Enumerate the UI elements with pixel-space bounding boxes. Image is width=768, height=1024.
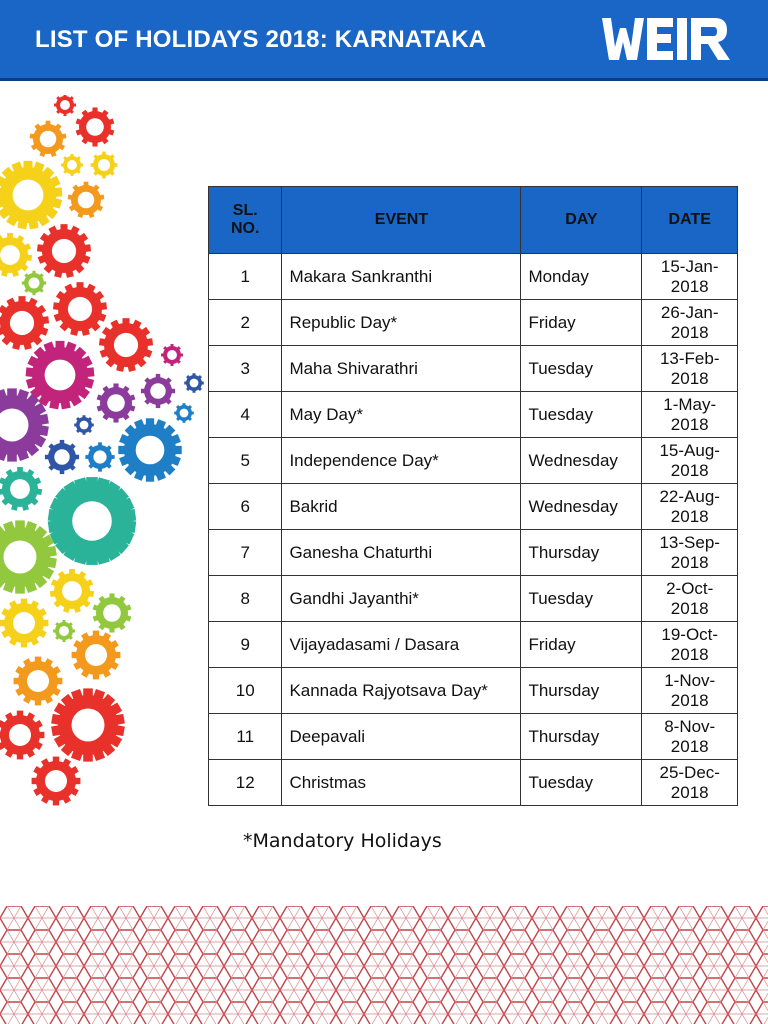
cell-date: 2-Oct-2018	[642, 576, 738, 622]
gear-icon	[53, 282, 107, 336]
cell-day: Friday	[521, 300, 642, 346]
lattice-pattern-icon	[0, 906, 768, 1024]
cell-sl-no: 8	[209, 576, 282, 622]
gear-icon	[22, 271, 46, 295]
cell-date: 15-Jan-2018	[642, 254, 738, 300]
page-header	[0, 0, 768, 81]
table-row	[209, 392, 738, 438]
table-row	[209, 254, 738, 300]
cell-date: 13-Feb-2018	[642, 346, 738, 392]
gear-icon	[85, 442, 114, 471]
table-row	[209, 668, 738, 714]
gear-icon	[118, 418, 181, 481]
table-row	[209, 576, 738, 622]
gear-icon	[68, 182, 105, 218]
gear-icon	[76, 107, 115, 146]
weir-logo	[602, 16, 732, 62]
logo-letter-w	[602, 18, 644, 60]
cell-sl-no: 7	[209, 530, 282, 576]
cell-sl-no: 1	[209, 254, 282, 300]
colorful-gears-icon	[0, 95, 215, 815]
column-header-date: DATE	[642, 187, 738, 254]
cell-sl-no: 4	[209, 392, 282, 438]
cell-date: 15-Aug-2018	[642, 438, 738, 484]
lattice-fill	[0, 906, 768, 1024]
column-header-event: EVENT	[282, 187, 521, 254]
cell-date: 1-May-2018	[642, 392, 738, 438]
cell-day: Tuesday	[521, 346, 642, 392]
cell-event: Christmas	[282, 760, 521, 806]
table-row	[209, 300, 738, 346]
gear-icon	[0, 467, 42, 511]
table-row	[209, 530, 738, 576]
gear-icon	[0, 296, 49, 350]
cell-day: Thursday	[521, 530, 642, 576]
cell-event: Deepavali	[282, 714, 521, 760]
cell-sl-no: 9	[209, 622, 282, 668]
cell-sl-no: 10	[209, 668, 282, 714]
cell-date: 1-Nov-2018	[642, 668, 738, 714]
gear-icon	[141, 374, 175, 408]
cell-event: Independence Day*	[282, 438, 521, 484]
logo-letter-i	[677, 18, 687, 60]
gear-icon	[93, 593, 132, 632]
page-title: LIST OF HOLIDAYS 2018: KARNATAKA	[35, 26, 487, 53]
cell-day: Thursday	[521, 668, 642, 714]
cell-day: Tuesday	[521, 760, 642, 806]
cell-date: 8-Nov-2018	[642, 714, 738, 760]
cell-event: Maha Shivarathri	[282, 346, 521, 392]
cell-sl-no: 5	[209, 438, 282, 484]
gear-icon	[14, 657, 63, 706]
gear-icon	[45, 440, 79, 474]
gear-icon	[50, 569, 94, 613]
cell-event: Vijayadasami / Dasara	[282, 622, 521, 668]
cell-event: Ganesha Chaturthi	[282, 530, 521, 576]
table-row	[209, 760, 738, 806]
holiday-table	[208, 186, 738, 806]
table-row	[209, 622, 738, 668]
cell-day: Thursday	[521, 714, 642, 760]
table-row	[209, 438, 738, 484]
gear-icon	[48, 477, 137, 565]
gear-icon	[32, 757, 81, 806]
gear-icon	[99, 318, 153, 372]
cell-sl-no: 12	[209, 760, 282, 806]
gear-icon	[174, 403, 194, 423]
cell-day: Friday	[521, 622, 642, 668]
table-header-row	[209, 187, 738, 254]
gear-icon	[54, 95, 76, 116]
gear-icon	[74, 415, 94, 435]
gear-icon	[61, 154, 83, 176]
cell-event: May Day*	[282, 392, 521, 438]
cell-sl-no: 3	[209, 346, 282, 392]
gear-icon	[53, 620, 75, 642]
cell-sl-no: 2	[209, 300, 282, 346]
table-row	[209, 714, 738, 760]
gear-icon	[37, 224, 91, 278]
logo-letter-e	[647, 18, 673, 60]
cell-event: Kannada Rajyotsava Day*	[282, 668, 521, 714]
gear-icon	[0, 233, 32, 277]
gear-icon	[30, 121, 67, 157]
gear-icon	[51, 688, 125, 761]
logo-letter-r	[691, 18, 730, 60]
gear-icon	[0, 161, 62, 230]
gear-icon	[91, 152, 118, 179]
cell-event: Gandhi Jayanthi*	[282, 576, 521, 622]
cell-sl-no: 11	[209, 714, 282, 760]
mandatory-holidays-note: *Mandatory Holidays	[243, 830, 442, 852]
table-row	[209, 484, 738, 530]
cell-day: Wednesday	[521, 484, 642, 530]
cell-day: Tuesday	[521, 576, 642, 622]
cell-day: Wednesday	[521, 438, 642, 484]
gear-icon	[97, 383, 136, 422]
gear-icon	[184, 373, 204, 393]
column-header-day: DAY	[521, 187, 642, 254]
cell-day: Monday	[521, 254, 642, 300]
cell-date: 19-Oct-2018	[642, 622, 738, 668]
gear-icon	[0, 711, 44, 760]
cell-event: Bakrid	[282, 484, 521, 530]
cell-day: Tuesday	[521, 392, 642, 438]
gear-icon	[0, 599, 48, 648]
cell-date: 22-Aug-2018	[642, 484, 738, 530]
cell-date: 25-Dec-2018	[642, 760, 738, 806]
cell-event: Makara Sankranthi	[282, 254, 521, 300]
table-row	[209, 346, 738, 392]
cell-sl-no: 6	[209, 484, 282, 530]
cell-event: Republic Day*	[282, 300, 521, 346]
cell-date: 26-Jan-2018	[642, 300, 738, 346]
gear-icon	[72, 631, 121, 680]
gear-icon	[0, 520, 57, 593]
logo-text: WEIR	[667, 46, 670, 47]
cell-date: 13-Sep-2018	[642, 530, 738, 576]
column-header-sl-no: SL. NO.	[209, 187, 282, 254]
gear-icon	[161, 344, 183, 366]
